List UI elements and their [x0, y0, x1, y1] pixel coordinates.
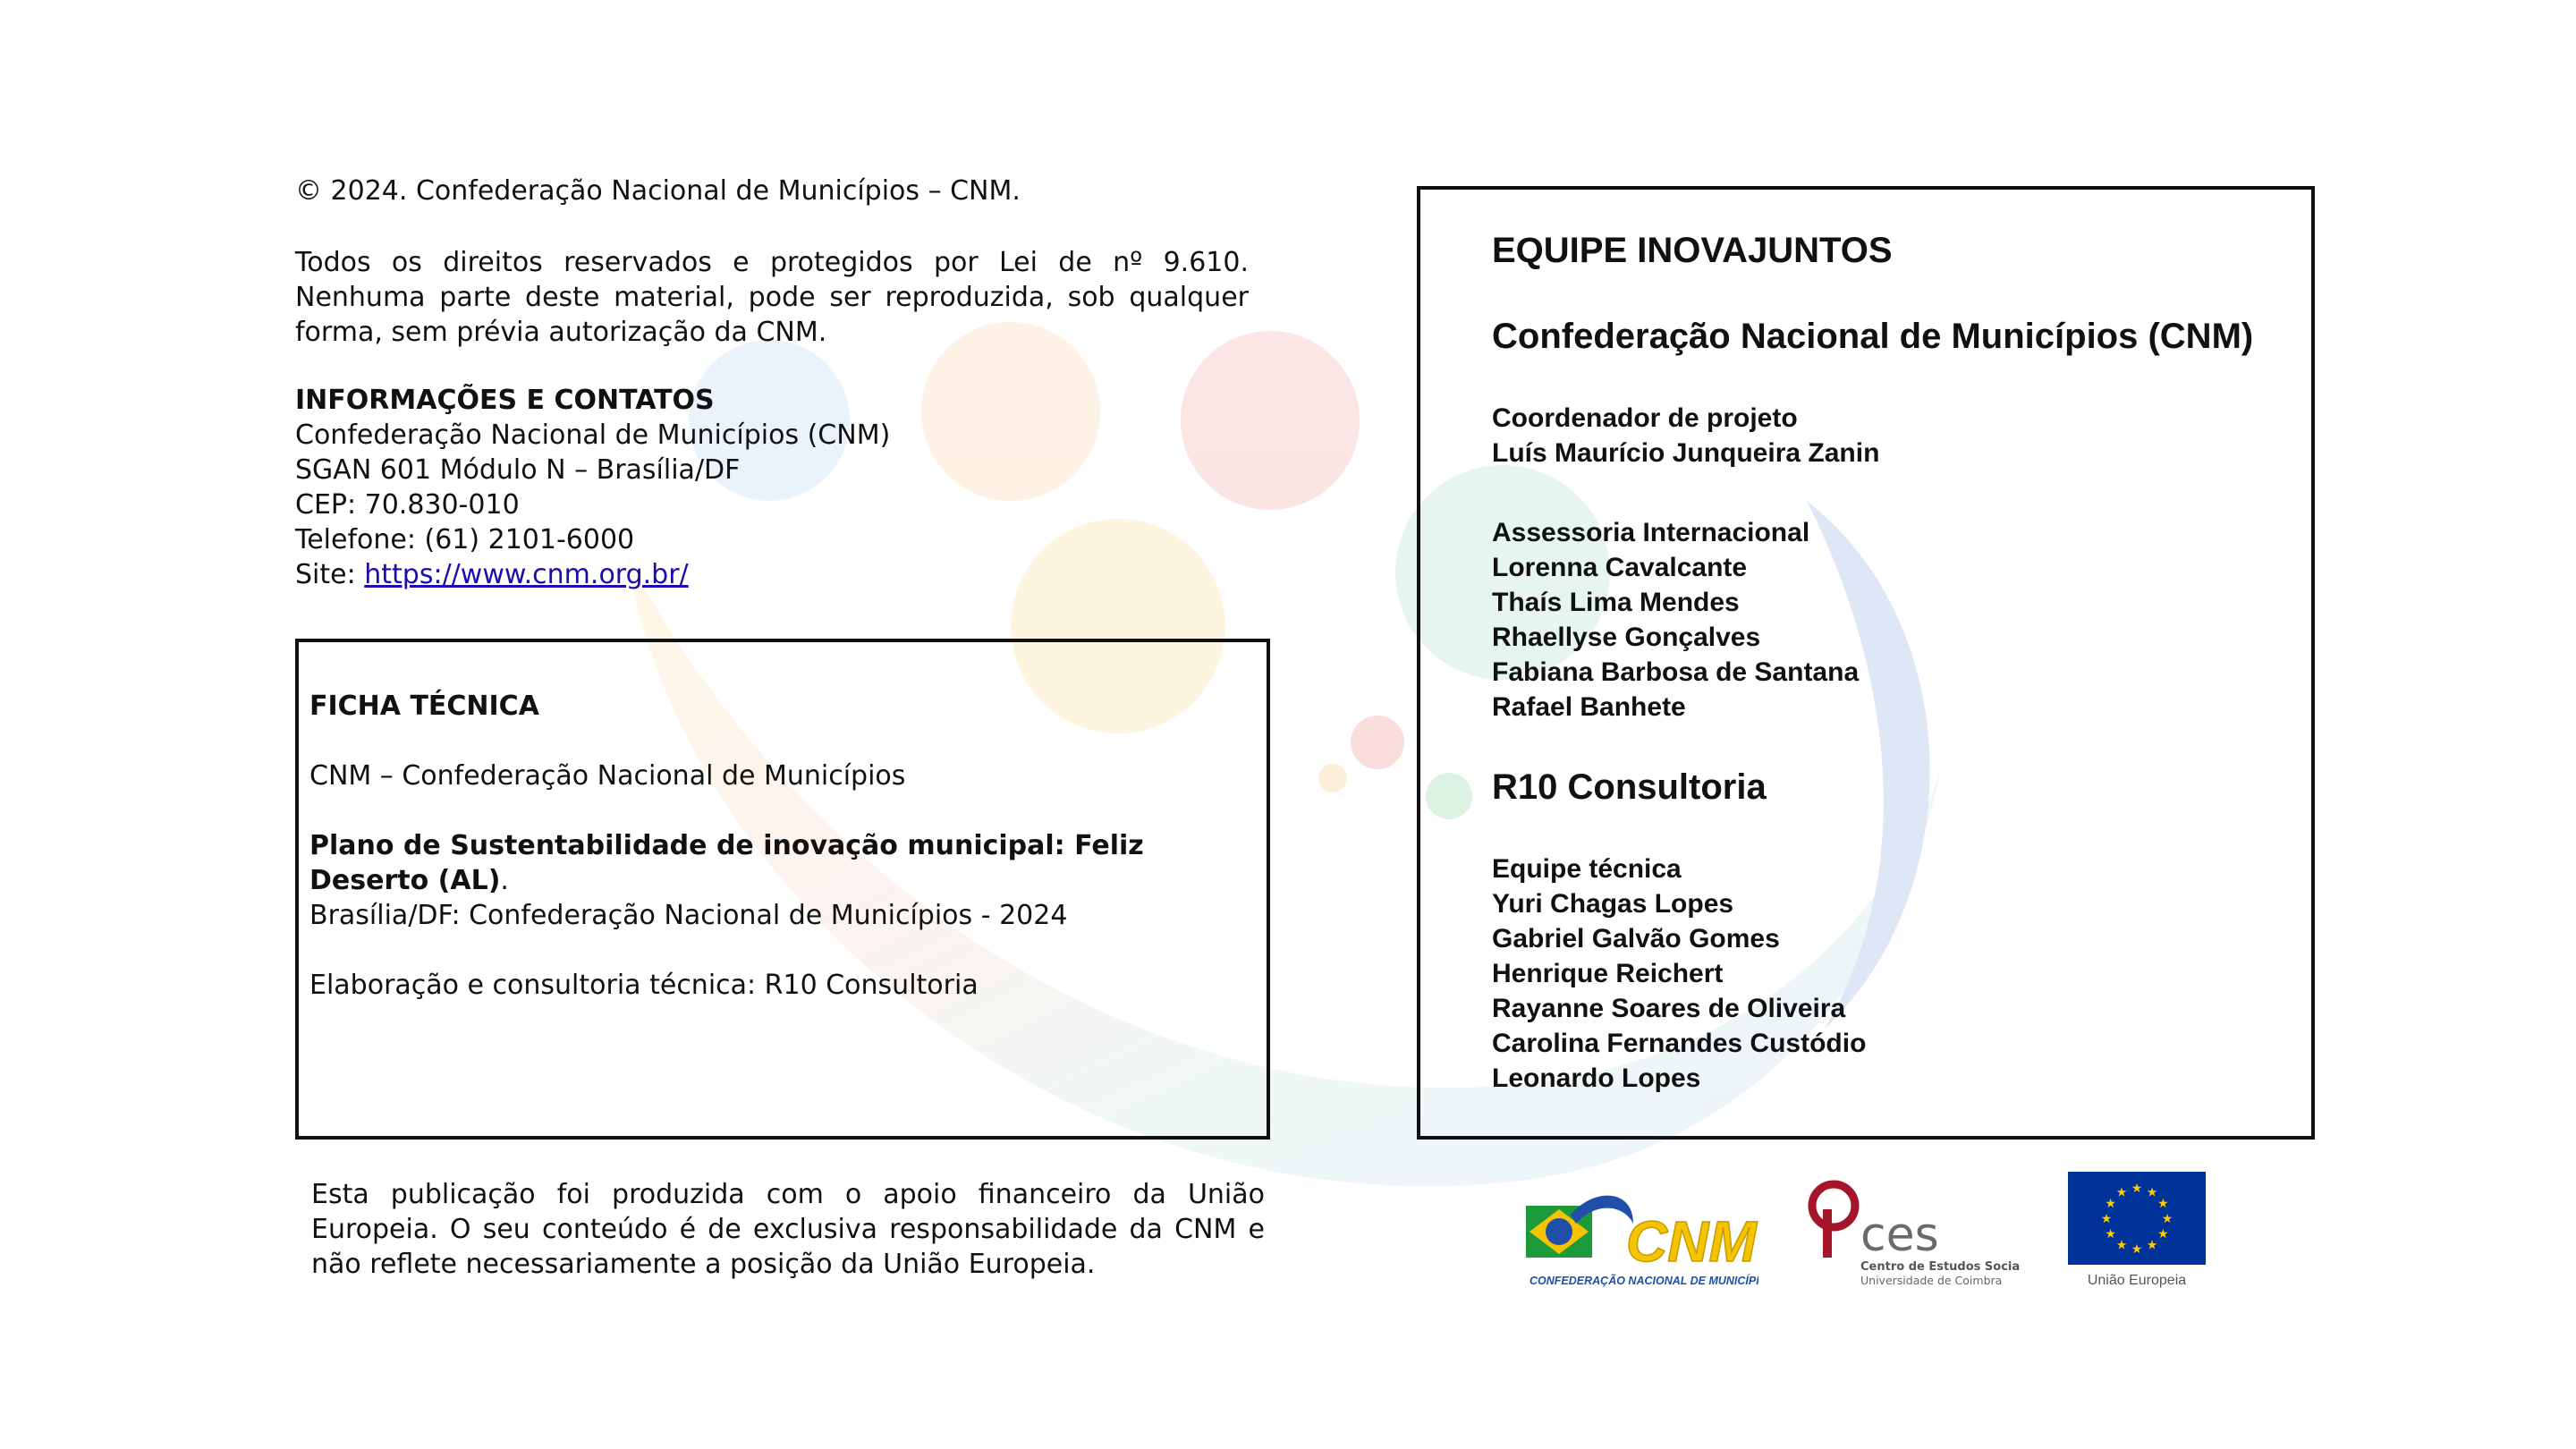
cnm-team-heading: Confederação Nacional de Municípios (CNM)	[1492, 317, 2254, 356]
tecnica-role: Equipe técnica	[1492, 854, 1682, 884]
ficha-place: Brasília/DF: Confederação Nacional de Municípios - 2024	[309, 900, 1068, 931]
eu-star-icon: ★	[2157, 1227, 2169, 1241]
site-label: Site:	[295, 559, 365, 590]
funding-disclaimer: Esta publicação foi produzida com o apoio financeiro da União Europeia. O seu conteúdo é de exclusiva responsabilidade da CNM e não reflete necessariamente a posição da União Europeia.	[311, 1179, 1265, 1280]
eu-star-icon: ★	[2157, 1197, 2169, 1211]
team-member: Yuri Chagas Lopes	[1492, 889, 1734, 919]
r10-heading: R10 Consultoria	[1492, 767, 1767, 807]
ces-logo	[1805, 1170, 2020, 1292]
ficha-tecnica-box	[295, 639, 1270, 1140]
team-member: Gabriel Galvão Gomes	[1492, 924, 1780, 953]
ficha-title	[309, 828, 1256, 898]
ficha-credits: Elaboração e consultoria técnica: R10 Consultoria	[309, 970, 979, 1001]
eu-star-icon: ★	[2161, 1212, 2174, 1226]
equipe-heading: EQUIPE INOVAJUNTOS	[1492, 231, 1893, 270]
ficha-heading: FICHA TÉCNICA	[309, 691, 539, 722]
team-member: Thaís Lima Mendes	[1492, 588, 1740, 617]
copyright-notice: © 2024. Confederação Nacional de Municípios – CNM.	[295, 175, 1021, 207]
eu-star-icon: ★	[2115, 1238, 2128, 1253]
contacts-address: SGAN 601 Módulo N – Brasília/DF	[295, 454, 741, 486]
team-member: Rafael Banhete	[1492, 692, 1686, 722]
ces-logo-subtitle: Centro de Estudos Sociais	[1860, 1260, 2020, 1274]
site-link[interactable]: https://www.cnm.org.br/	[364, 559, 689, 590]
ces-logo-text: ces	[1860, 1208, 1939, 1262]
coordinator-block	[1492, 401, 1879, 470]
eu-star-icon: ★	[2105, 1227, 2116, 1241]
contact-info	[295, 383, 890, 592]
team-member: Leonardo Lopes	[1492, 1063, 1701, 1093]
eu-star-icon: ★	[2115, 1185, 2128, 1200]
team-member: Carolina Fernandes Custódio	[1492, 1029, 1867, 1058]
eu-star-icon: ★	[2131, 1242, 2143, 1257]
team-member: Lorenna Cavalcante	[1492, 553, 1748, 582]
cnm-logo	[1526, 1188, 1758, 1292]
cnm-logo-text: CNM	[1626, 1209, 1757, 1274]
contacts-site	[295, 557, 890, 592]
team-member: Henrique Reichert	[1492, 959, 1724, 988]
equipe-box	[1417, 186, 2315, 1140]
eu-star-icon: ★	[2105, 1197, 2116, 1211]
team-member: Fabiana Barbosa de Santana	[1492, 657, 1860, 687]
contacts-cep: CEP: 70.830-010	[295, 489, 520, 521]
contacts-org: Confederação Nacional de Municípios (CNM)	[295, 419, 891, 451]
contacts-heading: INFORMAÇÕES E CONTATOS	[295, 385, 715, 416]
rights-notice: Todos os direitos reservados e protegidos por Lei de nº 9.610. Nenhuma parte deste material, pode ser reproduzida, sob qualquer forma, sem prévia autorização da CNM.	[295, 247, 1249, 348]
contacts-phone: Telefone: (61) 2101-6000	[295, 524, 635, 555]
eu-logo	[2066, 1172, 2209, 1292]
assessoria-role: Assessoria Internacional	[1492, 518, 1810, 547]
eu-caption: União Europeia	[2087, 1273, 2187, 1288]
team-member: Rayanne Soares de Oliveira	[1492, 994, 1846, 1023]
ces-logo-art	[1805, 1170, 2020, 1292]
cnm-logo-art	[1526, 1188, 1758, 1292]
cnm-logo-subtitle: CONFEDERAÇÃO NACIONAL DE MUNICÍPIOS	[1530, 1275, 1758, 1287]
coordinator-name: Luís Maurício Junqueira Zanin	[1492, 438, 1880, 468]
ficha-title-text: Plano de Sustentabilidade de inovação municipal: Feliz Deserto (AL)	[309, 830, 1144, 896]
eu-star-icon: ★	[2146, 1185, 2158, 1200]
assessoria-list	[1492, 515, 1859, 724]
eu-flag	[2066, 1172, 2209, 1292]
eu-star-icon: ★	[2146, 1238, 2158, 1253]
eu-star-icon: ★	[2100, 1212, 2113, 1226]
ficha-org: CNM – Confederação Nacional de Municípios	[309, 760, 906, 792]
team-member: Rhaellyse Gonçalves	[1492, 623, 1761, 652]
ficha-title-suffix: .	[500, 865, 509, 896]
tecnica-list	[1492, 852, 1866, 1096]
ces-logo-university: Universidade de Coimbra	[1860, 1274, 2003, 1287]
eu-star-icon: ★	[2131, 1182, 2143, 1196]
coordinator-role: Coordenador de projeto	[1492, 403, 1798, 433]
